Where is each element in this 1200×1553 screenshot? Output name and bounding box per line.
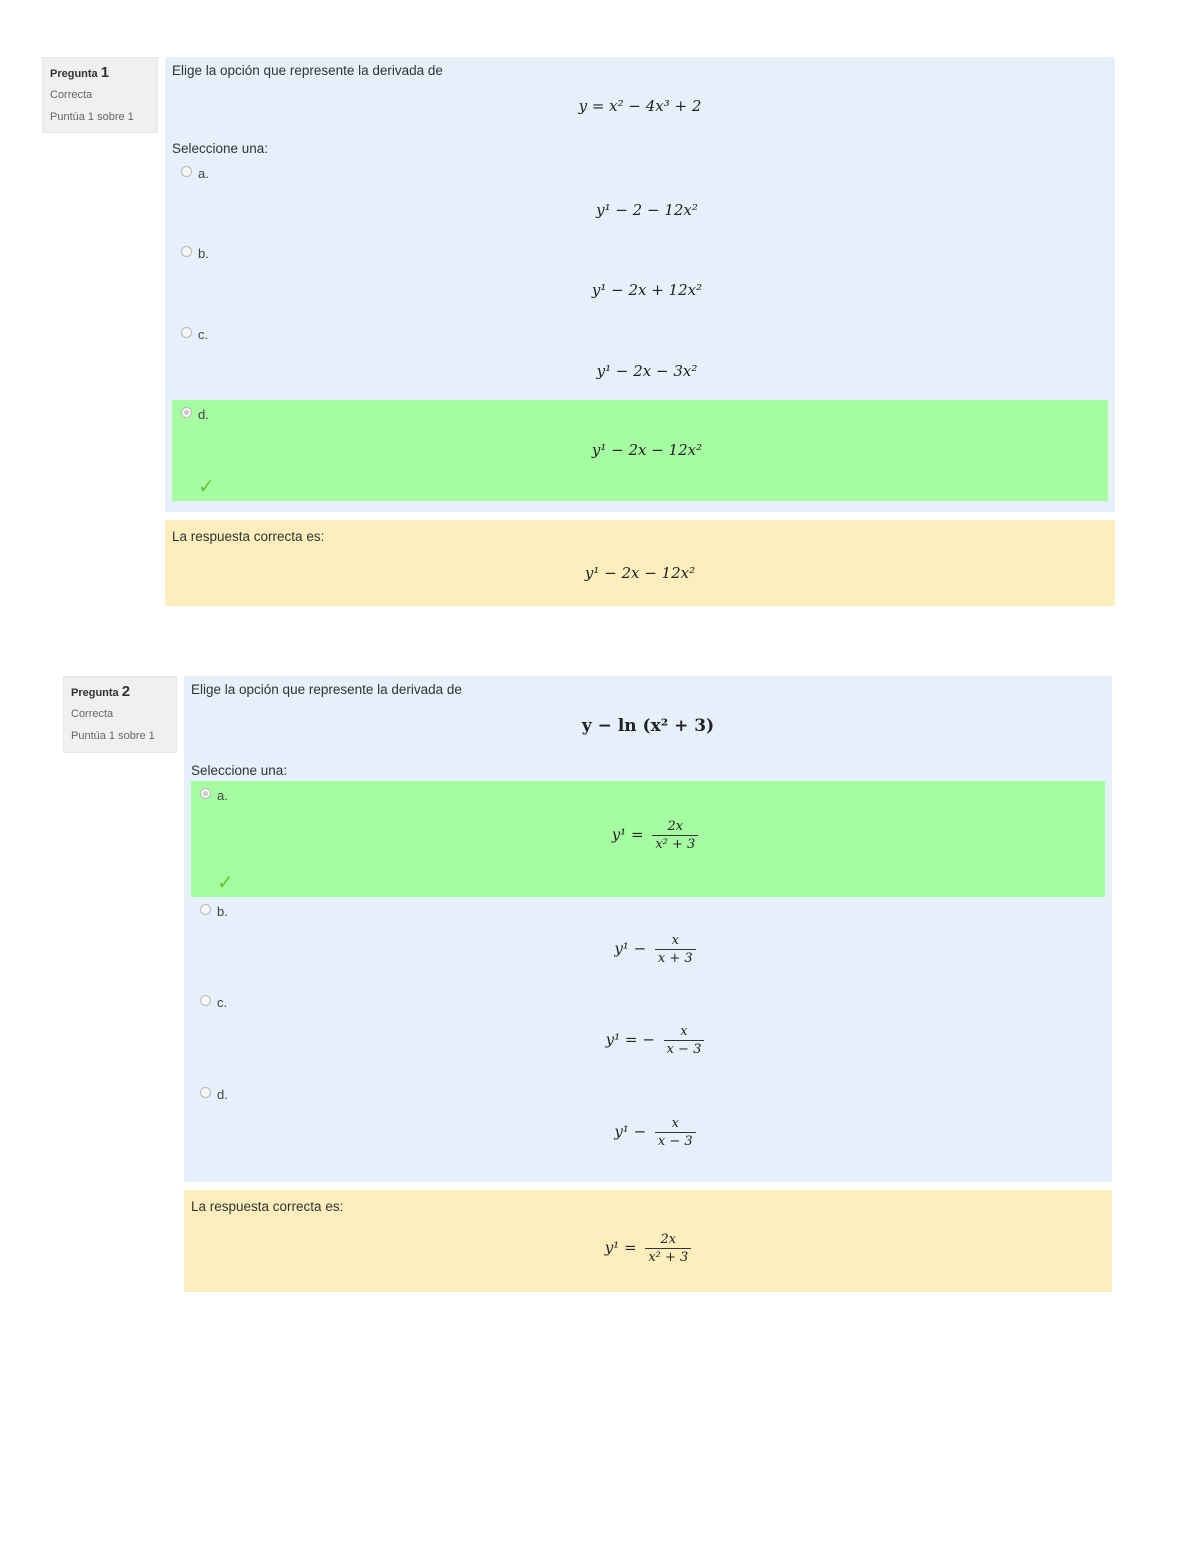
option-b[interactable] — [191, 901, 1105, 989]
fraction-numerator: x — [655, 933, 696, 950]
option-c[interactable] — [172, 322, 1108, 400]
feedback-expression: y¹ − 2x − 12x² — [584, 564, 696, 582]
radio-button[interactable] — [181, 246, 192, 257]
option-letter: c. — [198, 327, 209, 342]
option-expression: y¹ − 2x − 12x² — [591, 441, 703, 459]
question-text: Elige la opción que represente la derivada de — [172, 63, 443, 78]
question-equation: y − ln (x² + 3) — [581, 716, 715, 736]
option-letter: d. — [198, 407, 209, 422]
option-expression: y¹ − 2x + 12x² — [591, 281, 703, 299]
check-icon: ✓ — [198, 474, 215, 498]
fraction-numerator: 2x — [645, 1232, 691, 1249]
expression-lhs: y¹ = — [604, 1238, 637, 1257]
option-letter: a. — [217, 788, 228, 803]
check-icon: ✓ — [217, 870, 234, 894]
option-letter: b. — [198, 246, 209, 261]
question-1-content — [165, 57, 1115, 512]
question-grade: Puntúa 1 sobre 1 — [71, 730, 155, 742]
option-letter: c. — [217, 995, 228, 1010]
fraction — [645, 1232, 691, 1265]
question-2-feedback — [184, 1190, 1112, 1292]
fraction-denominator: x² + 3 — [648, 1250, 689, 1265]
option-expression: y¹ − 2x − 3x² — [596, 362, 698, 380]
question-number-value: 2 — [121, 683, 131, 700]
question-2-info — [63, 676, 177, 753]
option-expression — [191, 933, 1119, 966]
option-a[interactable] — [172, 161, 1108, 239]
question-number — [50, 64, 150, 81]
question-grade: Puntúa 1 sobre 1 — [50, 111, 134, 123]
option-letter: d. — [217, 1087, 228, 1102]
option-c[interactable] — [191, 992, 1105, 1080]
fraction — [655, 933, 696, 966]
expression-lhs: y¹ − — [614, 939, 647, 958]
fraction — [655, 1116, 696, 1149]
option-expression — [191, 819, 1119, 852]
fraction-denominator: x − 3 — [657, 1134, 693, 1149]
fraction-numerator: 2x — [652, 819, 698, 836]
option-a[interactable] — [191, 781, 1105, 897]
option-letter: b. — [217, 904, 228, 919]
fraction — [664, 1024, 705, 1057]
radio-button[interactable] — [200, 788, 211, 799]
radio-button[interactable] — [181, 166, 192, 177]
fraction-numerator: x — [655, 1116, 696, 1133]
fraction — [652, 819, 698, 852]
question-2-content — [184, 676, 1112, 1182]
question-label: Pregunta — [50, 68, 98, 80]
fraction-denominator: x − 3 — [666, 1042, 702, 1057]
option-d[interactable] — [191, 1084, 1105, 1172]
option-expression — [191, 1024, 1119, 1057]
question-label: Pregunta — [71, 687, 119, 699]
question-state: Correcta — [71, 708, 114, 720]
option-d[interactable] — [172, 400, 1108, 501]
expression-lhs: y¹ = − — [605, 1030, 655, 1049]
select-prompt: Seleccione una: — [172, 141, 269, 156]
question-state: Correcta — [50, 89, 93, 101]
radio-button[interactable] — [200, 1087, 211, 1098]
feedback-expression — [184, 1232, 1112, 1265]
question-number-value: 1 — [100, 64, 110, 81]
feedback-label: La respuesta correcta es: — [172, 529, 325, 544]
expression-lhs: y¹ = — [611, 825, 644, 844]
fraction-denominator: x + 3 — [657, 951, 693, 966]
radio-button[interactable] — [181, 407, 192, 418]
option-letter: a. — [198, 166, 209, 181]
fraction-denominator: x² + 3 — [655, 837, 696, 852]
radio-button[interactable] — [181, 327, 192, 338]
question-number — [71, 683, 169, 700]
option-b[interactable] — [172, 241, 1108, 319]
question-1-feedback — [165, 520, 1115, 606]
question-equation: y = x² − 4x³ + 2 — [578, 97, 702, 115]
expression-lhs: y¹ − — [614, 1122, 647, 1141]
question-text: Elige la opción que represente la derivada de — [191, 682, 462, 697]
option-expression: y¹ − 2 − 12x² — [596, 201, 698, 219]
option-expression — [191, 1116, 1119, 1149]
feedback-label: La respuesta correcta es: — [191, 1199, 344, 1214]
select-prompt: Seleccione una: — [191, 763, 288, 778]
question-1-info — [42, 57, 158, 133]
radio-button[interactable] — [200, 904, 211, 915]
radio-button[interactable] — [200, 995, 211, 1006]
fraction-numerator: x — [664, 1024, 705, 1041]
